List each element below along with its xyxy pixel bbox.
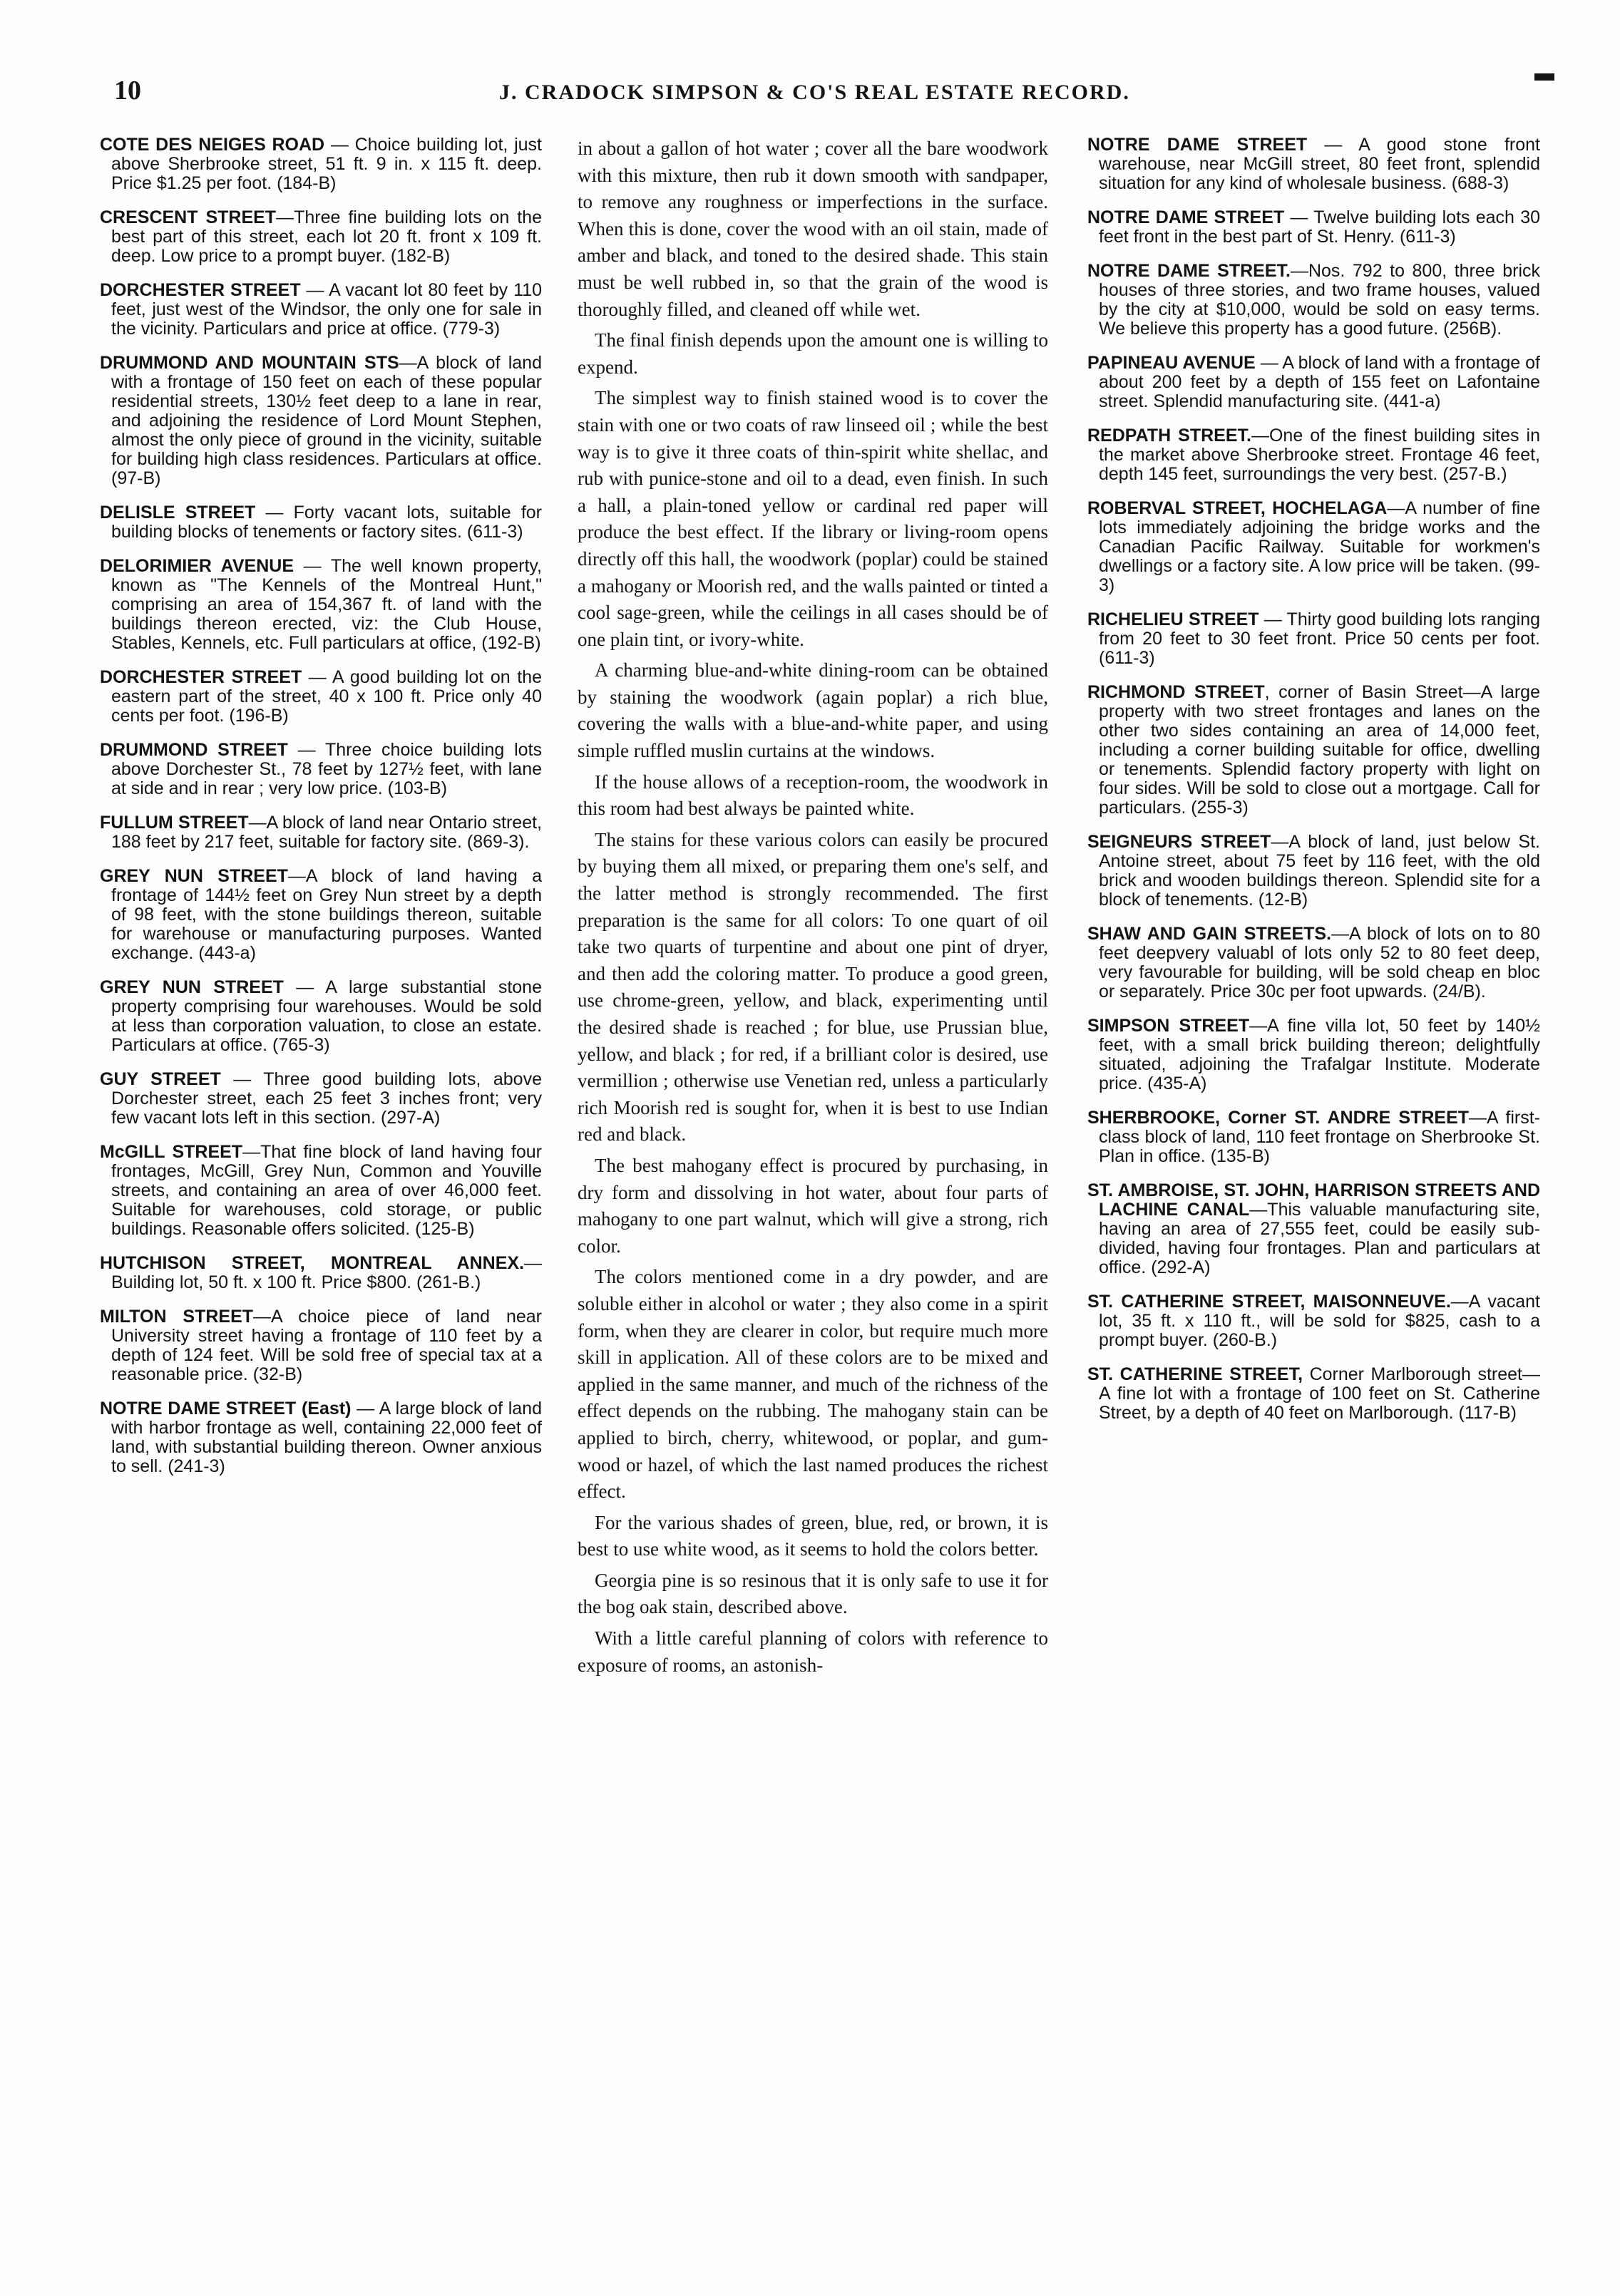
listing-text: —A vacant lot, 35 ft. x 110 ft., will be sold for $825, cash to a prompt buyer. (260-B.) (1099, 1292, 1540, 1350)
article-paragraph: Georgia pine is so resinous that it is only safe to use it for the bog oak stain, described above. (578, 1569, 1048, 1618)
listing-text: —Three fine building lots on the best part of this street, each lot 20 ft. front x 109 ft. deep. Low price to a prompt buyer. (182-B) (111, 207, 542, 266)
listing-heading: DORCHESTER STREET (100, 280, 301, 300)
listing (100, 135, 542, 193)
listing-text: — The well known property, known as "The Kennels of the Montreal Hunt," comprising an area of 154,367 ft. of land with the buildings thereon erected, viz: the Club House, Stables, Kennels, etc. Full particulars at office, (192-B) (111, 556, 542, 653)
listing-text: — Three choice building lots above Dorchester St., 78 feet by 127½ feet, with lane at side and in rear ; very low price. (103-B) (111, 740, 542, 798)
listing-heading: PAPINEAU AVENUE (1087, 353, 1256, 373)
article-paragraph: The simplest way to finish stained wood is to cover the stain with one or two coats of raw linseed oil ; while the best way is to give it three coats of thin-spirit white shellac, and rub with punice-stone and oil to a dead, even finish. In such a hall, a plain-toned yellow or cardinal red paper will produce the best effect. If the library or living-room opens directly off this hall, the woodwork (poplar) could be stained a mahogany or Moorish red, and the walls painted or tinted a cool sage-green, while the ceilings in all cases should be of one plain tint, or ivory-white. (578, 387, 1048, 650)
listing-text: — A large block of land with harbor frontage as well, containing 22,000 feet of land, with substantial building thereon. Owner anxious to sell. (241-3) (111, 1399, 542, 1476)
listing-text: —A block of lots on to 80 feet deepvery valuabl of lots only 52 to 80 feet deep, very favourable for building, will be sold cheap en bloc or separately. Price 30c per foot upwards. (24/B). (1099, 924, 1540, 1002)
article-paragraph: For the various shades of green, blue, red, or brown, it is best to use white wood, as it seems to hold the colors better. (578, 1511, 1048, 1560)
listing-text: , corner of Basin Street—A large property with two street frontages and lanes on the other two sides containing an area of 14,000 feet, including a corner building suitable for office, dwelling or tenements. Splendid factory property with light on four sides. Will be sold to close out a mortgage. Call for particulars. (255-3) (1099, 682, 1540, 818)
listing-heading: SHAW AND GAIN STREETS. (1087, 924, 1332, 944)
listing (100, 354, 542, 488)
listing-text: —Building lot, 50 ft. x 100 ft. Price $800. (261-B.) (111, 1253, 542, 1292)
listing (100, 668, 542, 726)
listing-text: —A block of land having a frontage of 144½ feet on Grey Nun street by a depth of 98 feet, with the stone buildings thereon, suitable for warehouse or manufacturing purposes. Wanted exchange. (443-a) (111, 866, 542, 963)
listing-heading: MILTON STREET (100, 1307, 254, 1327)
listing-text: — Thirty good building lots ranging from 20 feet to 30 feet front. Price 50 cents per foot. (611-3) (1099, 609, 1540, 668)
listing-heading: DELORIMIER AVENUE (100, 556, 294, 576)
listing (1087, 1016, 1540, 1093)
listing-text: — A vacant lot 80 feet by 110 feet, just west of the Windsor, the only one for sale in the vicinity. Particulars and price at office. (779-3) (111, 280, 542, 339)
listing-heading: ST. AMBROISE, ST. JOHN, HARRISON STREETS AND LACHINE CANAL (1087, 1180, 1540, 1220)
listing-heading: SIMPSON STREET (1087, 1016, 1250, 1036)
page-header (100, 68, 1554, 110)
listing-text: — A good building lot on the eastern part of the street, 40 x 100 ft. Price only 40 cents per foot. (196-B) (111, 667, 542, 726)
listing (100, 557, 542, 653)
listing-heading: SEIGNEURS STREET (1087, 832, 1271, 852)
listing (1087, 925, 1540, 1002)
listing (1087, 354, 1540, 411)
listing-heading: RICHELIEU STREET (1087, 609, 1259, 629)
page-number: 10 (114, 76, 141, 105)
listing (1087, 1292, 1540, 1350)
listing-heading: REDPATH STREET. (1087, 426, 1251, 446)
listing-text: —A block of land near Ontario street, 188 feet by 217 feet, suitable for factory site. (869-3). (111, 813, 542, 852)
listing-heading: NOTRE DAME STREET. (1087, 261, 1291, 281)
listing (100, 208, 542, 266)
listing (1087, 1181, 1540, 1277)
listing-heading: NOTRE DAME STREET (1087, 135, 1308, 155)
listing-heading: ST. CATHERINE STREET, MAISONNEUVE. (1087, 1292, 1451, 1312)
article-paragraph: in about a gallon of hot water ; cover all the bare woodwork with this mixture, then rub it down smooth with sandpaper, to remove any roughness or imperfections in the surface. When this is done, cover the wood with an oil stain, made of amber and black, and toned to the desired shade. This stain must be well rubbed in, so that the grain of the wood is thoroughly filled, and cleaned off while wet. (578, 138, 1048, 320)
listing-heading: FULLUM STREET (100, 813, 249, 833)
listing-heading: COTE DES NEIGES ROAD (100, 135, 325, 155)
listing-text: — A large substantial stone property comprising four warehouses. Would be sold at less than corporation valuation, to close an estate. Particulars at office. (765-3) (111, 977, 542, 1055)
listing-heading: ROBERVAL STREET, HOCHELAGA (1087, 498, 1388, 518)
listing-heading: DRUMMOND AND MOUNTAIN STS (100, 353, 399, 373)
listing (100, 978, 542, 1055)
listing-heading: GREY NUN STREET (100, 866, 288, 886)
listing (100, 1070, 542, 1128)
listing-text: —A number of fine lots immediately adjoining the bridge works and the Canadian Pacific Railway. Suitable for workmen's dwellings or a factory site. A low price will be taken. (99-3) (1099, 498, 1540, 595)
listing-text: Corner Marlborough street—A fine lot with a frontage of 100 feet on St. Catherine Street, by a depth of 40 feet on Marlborough. (117-B) (1099, 1364, 1540, 1423)
listing (100, 1307, 542, 1384)
listing-heading: RICHMOND STREET (1087, 682, 1265, 702)
listing-heading: DORCHESTER STREET (100, 667, 302, 687)
listing-text: — Twelve building lots each 30 feet front in the best part of St. Henry. (611-3) (1099, 207, 1540, 247)
listing-text: —Nos. 792 to 800, three brick houses of three stories, and two frame houses, valued by the city at $10,000, would be sold on easy terms. We believe this property has a good future. (256B). (1099, 261, 1540, 339)
listing-heading: HUTCHISON STREET, MONTREAL ANNEX. (100, 1253, 524, 1273)
listing (1087, 1108, 1540, 1166)
listing-heading: GREY NUN STREET (100, 977, 284, 997)
article-paragraph: The final finish depends upon the amount one is willing to expend. (578, 329, 1048, 378)
listing-heading: NOTRE DAME STREET (East) (100, 1399, 352, 1419)
listing-text: —One of the finest building sites in the market above Sherbrooke street. Frontage 46 feet, depth 145 feet, surroundings the very best. (257-B.) (1099, 426, 1540, 484)
listing-text: —A first-class block of land, 110 feet frontage on Sherbrooke St. Plan in office. (135-B) (1099, 1108, 1540, 1166)
listing-heading: DRUMMOND STREET (100, 740, 288, 760)
column-listings-right (1087, 135, 1540, 2267)
listing (1087, 208, 1540, 247)
listing-text: —A block of land with a frontage of 150 feet on each of these popular residential streets, 130½ feet deep to a lane in rear, and adjoining the residence of Lord Mount Stephen, almost the only piece of ground in the vicinity, suitable for building high class residences. Particulars at office. (97-B) (111, 353, 542, 488)
listing-text: —A block of land, just below St. Antoine street, about 75 feet by 116 feet, with the old brick and wooden buildings thereon. Splendid site for a block of tenements. (12-B) (1099, 832, 1540, 910)
listing-text: — A block of land with a frontage of about 200 feet by a depth of 155 feet on Lafontaine street. Splendid manufacturing site. (441-a) (1099, 353, 1540, 411)
listing (1087, 610, 1540, 668)
article-paragraph: With a little careful planning of colors with reference to exposure of rooms, an astonish- (578, 1627, 1048, 1676)
article-paragraph: The colors mentioned come in a dry powder, and are soluble either in alcohol or water ; they also come in a spirit form, when they are clearer in color, but require much more skill in application. All of these colors are to be mixed and applied in the same manner, and much of the richness of the effect depends on the rubbing. The mahogany stain can be applied to birch, cherry, whitewood, or poplar, and gum-wood or hazel, of which the last named produces the richest effect. (578, 1266, 1048, 1503)
listing (1087, 833, 1540, 910)
listing-text: —A fine villa lot, 50 feet by 140½ feet, with a small brick building thereon; delightfully situated, adjoining the Trafalgar Institute. Moderate price. (435-A) (1099, 1016, 1540, 1093)
listing (100, 1254, 542, 1292)
listing-heading: ST. CATHERINE STREET, (1087, 1364, 1303, 1384)
listing-text: — Choice building lot, just above Sherbrooke street, 51 ft. 9 in. x 115 ft. deep. Price $1.25 per foot. (184-B) (111, 135, 542, 193)
listing-text: —That fine block of land having four frontages, McGill, Grey Nun, Common and Youville streets, and containing an area of over 46,000 feet. Suitable for warehouses, cold storage, or public buildings. Reasonable offers solicited. (125-B) (111, 1142, 542, 1239)
listing (1087, 262, 1540, 339)
listing (1087, 683, 1540, 818)
column-listings-left (100, 135, 542, 2267)
listing-text: —This valuable manufacturing site, having an area of 27,555 feet, could be easily sub-divided, having four frontages. Plan and particulars at office. (292-A) (1099, 1200, 1540, 1277)
listing-heading: McGILL STREET (100, 1142, 243, 1162)
listing-text: — Forty vacant lots, suitable for building blocks of tenements or factory sites. (611-3) (111, 503, 542, 542)
column-article (578, 135, 1048, 2267)
article-paragraph: A charming blue-and-white dining-room can be obtained by staining the woodwork (again poplar) a rich blue, covering the walls with a blue-and-white paper, and using simple ruffled muslin curtains at the windows. (578, 659, 1048, 762)
listing-text: — A good stone front warehouse, near McGill street, 80 feet front, splendid situation for any kind of wholesale business. (688-3) (1099, 135, 1540, 193)
listing (100, 503, 542, 542)
listing-heading: GUY STREET (100, 1069, 221, 1089)
listing-text: — Three good building lots, above Dorchester street, each 25 feet 3 inches front; very few vacant lots left in this section. (297-A) (111, 1069, 542, 1128)
listing (1087, 499, 1540, 595)
running-head: J. CRADOCK SIMPSON & CO'S REAL ESTATE RECORD. (499, 81, 1130, 104)
listing-heading: DELISLE STREET (100, 503, 256, 522)
listing (100, 281, 542, 339)
listing-heading: CRESCENT STREET (100, 207, 277, 227)
listing (1087, 426, 1540, 484)
listing-heading: NOTRE DAME STREET (1087, 207, 1285, 227)
listing (100, 867, 542, 963)
article-paragraph: If the house allows of a reception-room, the woodwork in this room had best always be painted white. (578, 771, 1048, 820)
listing (100, 1399, 542, 1476)
listing (100, 813, 542, 852)
listing-text: —A choice piece of land near University street having a frontage of 110 feet by a depth of 124 feet. Will be sold free of special tax at a reasonable price. (32-B) (111, 1307, 542, 1384)
article-paragraph: The best mahogany effect is procured by purchasing, in dry form and dissolving in hot water, about four parts of mahogany to one part walnut, which will give a strong, rich color. (578, 1154, 1048, 1257)
corner-mark (1534, 73, 1554, 81)
article-paragraph: The stains for these various colors can easily be procured by buying them all mixed, or preparing them one's self, and the latter method is strongly recommended. The first preparation is the same for all colors: To one quart of oil take two quarts of turpentine and about one pint of dryer, and then add the coloring matter. To produce a good green, use chrome-green, yellow, and black, experimenting until the desired shade is reached ; for blue, use Prussian blue, yellow, and black ; for red, if a brilliant color is desired, use vermillion ; otherwise use Venetian red, unless a particularly rich Moorish red is sought for, when it is best to use Indian red and black. (578, 828, 1048, 1146)
listing (100, 741, 542, 798)
listing (1087, 135, 1540, 193)
listing (1087, 1365, 1540, 1423)
listing-heading: SHERBROOKE, Corner ST. ANDRE STREET (1087, 1108, 1470, 1128)
listing (100, 1143, 542, 1239)
